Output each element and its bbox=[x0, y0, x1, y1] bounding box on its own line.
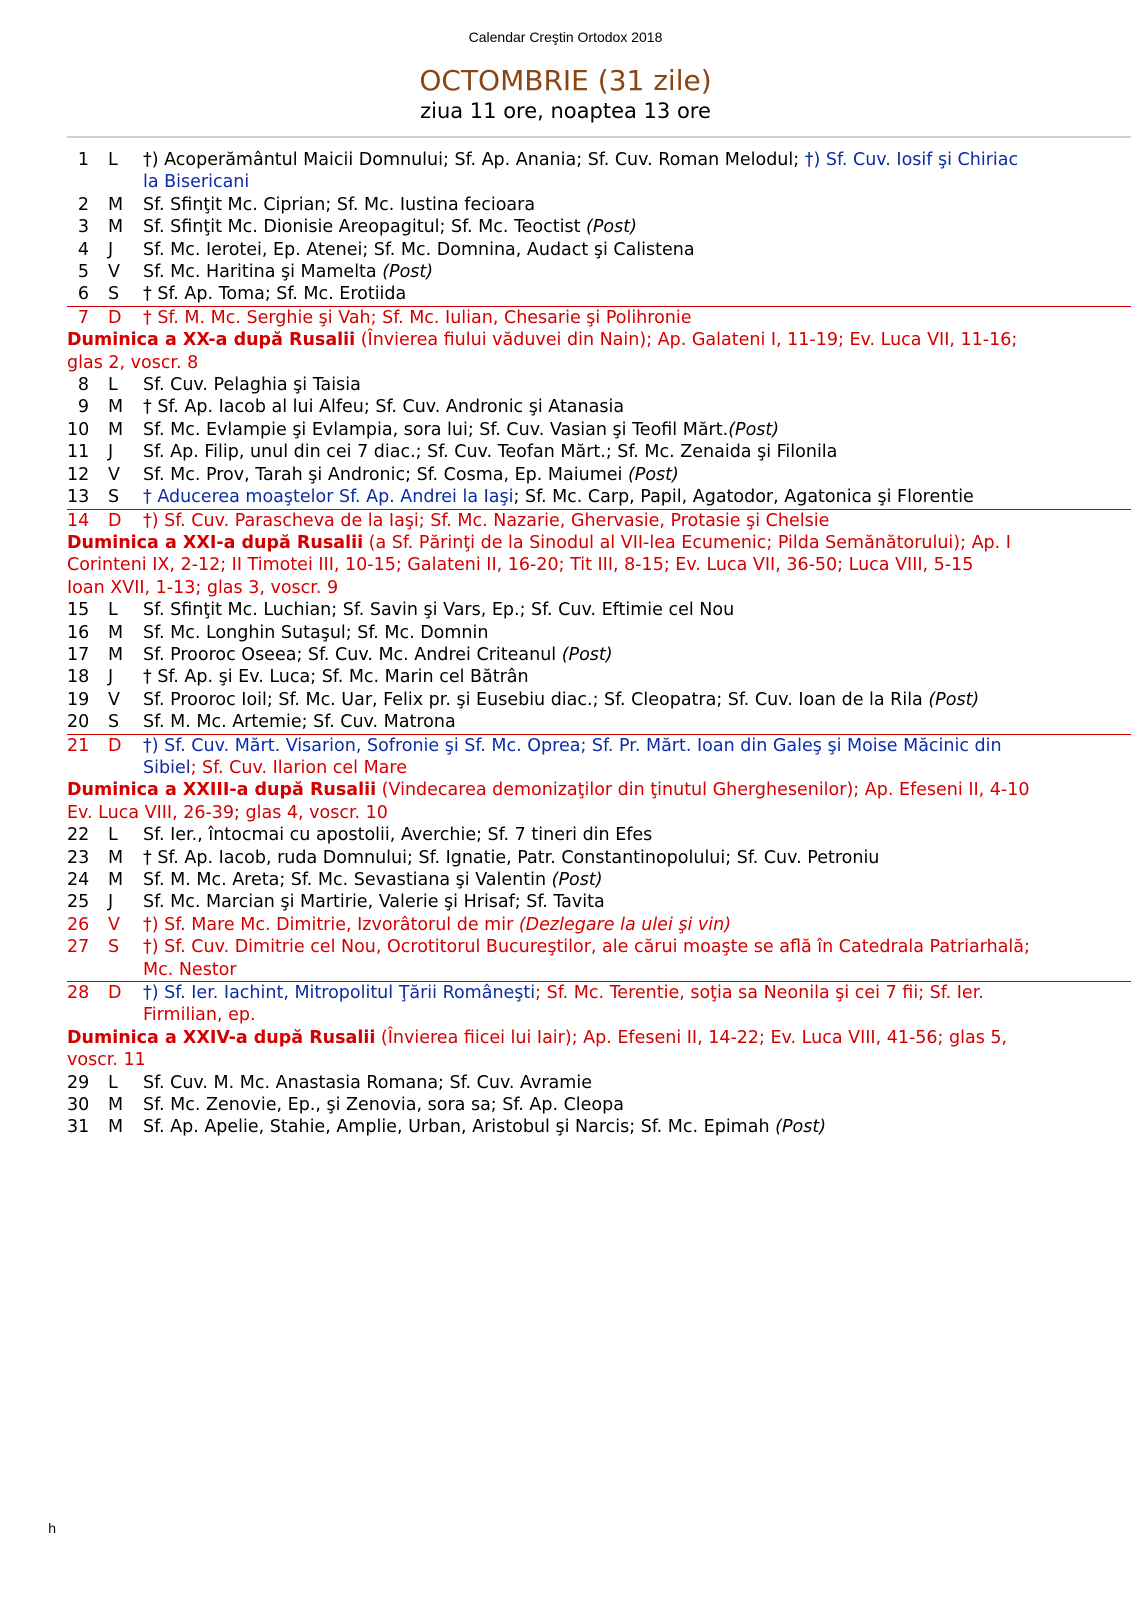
day-number: 31 bbox=[67, 1117, 90, 1138]
weekday: V bbox=[108, 914, 120, 935]
day-number: 7 bbox=[77, 307, 89, 328]
weekday: M bbox=[108, 419, 124, 440]
weekday: D bbox=[108, 735, 122, 756]
weekday: J bbox=[108, 667, 114, 688]
day-saints: Sf. Mc. Haritina şi Mamelta (Post) bbox=[143, 262, 434, 283]
day-row-10 bbox=[67, 419, 1131, 441]
day-row-17 bbox=[67, 644, 1131, 666]
day-saints-cont: la Bisericani bbox=[143, 172, 250, 193]
day-saints: Sf. Mc. Marcian şi Martirie, Valerie şi Hrisaf; Sf. Tavita bbox=[143, 892, 605, 913]
day-number: 22 bbox=[67, 825, 90, 846]
weekday: M bbox=[108, 1117, 124, 1138]
weekday: L bbox=[108, 150, 118, 170]
weekday: M bbox=[108, 847, 124, 868]
day-saints: † Sf. Ap. Toma; Sf. Mc. Erotiida bbox=[143, 284, 407, 305]
sunday-title: Duminica a XX-a după Rusalii bbox=[67, 330, 356, 351]
day-row-22 bbox=[67, 824, 1131, 846]
day-number: 23 bbox=[67, 847, 90, 868]
weekday: L bbox=[108, 600, 118, 621]
day-saints: †) Sf. Cuv. Parascheva de la Iaşi; Sf. Mc. Nazarie, Ghervasie, Protasie şi Chelsie bbox=[143, 510, 830, 531]
day-number: 14 bbox=[67, 510, 90, 531]
day-row-1 bbox=[67, 149, 1131, 194]
sunday-title: Duminica a XXIII-a după Rusalii bbox=[67, 780, 377, 801]
day-row-30 bbox=[67, 1094, 1131, 1116]
weekday: S bbox=[108, 487, 120, 508]
sunday-readings-21: Duminica a XXIII-a după Rusalii (Vindecarea demonizaţilor din ţinutul Gherghesenilor); Ap. Efeseni II, 4-10 Ev. Luca VIII, 26-39; glas 4, voscr. 10 bbox=[67, 780, 1030, 823]
day-saints: † Aducerea moaştelor Sf. Ap. Andrei la Iaşi; Sf. Mc. Carp, Papil, Agatodor, Agatonica şi Florentie bbox=[143, 487, 974, 508]
month-title: OCTOMBRIE (31 zile) bbox=[419, 64, 712, 97]
day-number: 16 bbox=[67, 622, 90, 643]
day-row-21 bbox=[67, 735, 1131, 780]
day-saints: †) Acoperământul Maicii Domnului; Sf. Ap. Anania; Sf. Cuv. Roman Melodul; †) Sf. Cuv. Iosif şi Chiriac bbox=[143, 150, 1019, 170]
header-divider bbox=[67, 136, 1131, 138]
day-row-5 bbox=[67, 261, 1131, 283]
day-row-25 bbox=[67, 891, 1131, 913]
day-number: 18 bbox=[67, 667, 90, 688]
day-row-15 bbox=[67, 599, 1131, 621]
day-saints: Sf. Mc. Prov, Tarah şi Andronic; Sf. Cosma, Ep. Maiumei (Post) bbox=[143, 464, 679, 485]
weekday: M bbox=[108, 194, 124, 215]
day-row-7 bbox=[67, 307, 1131, 329]
day-number: 2 bbox=[77, 194, 89, 215]
day-saints: Sf. Mc. Ierotei, Ep. Atenei; Sf. Mc. Domnina, Audact şi Calistena bbox=[143, 239, 695, 260]
day-number: 27 bbox=[67, 937, 90, 958]
fast-note: (Post) bbox=[627, 464, 679, 485]
fast-note: (Post) bbox=[928, 689, 980, 710]
day-saints: Sf. Mc. Zenovie, Ep., şi Zenovia, sora sa; Sf. Ap. Cleopa bbox=[143, 1095, 624, 1116]
day-saints: † Sf. M. Mc. Serghie şi Vah; Sf. Mc. Iulian, Chesarie şi Polihronie bbox=[143, 307, 692, 328]
weekday: V bbox=[108, 464, 120, 485]
weekday: L bbox=[108, 825, 118, 846]
weekday: M bbox=[108, 644, 124, 665]
sunday-title: Duminica a XXI-a după Rusalii bbox=[67, 532, 364, 553]
day-row-12 bbox=[67, 464, 1131, 486]
day-saints: † Sf. Ap. Iacob, ruda Domnului; Sf. Ignatie, Patr. Constantinopolului; Sf. Cuv. Petroniu bbox=[143, 847, 880, 868]
day-number: 15 bbox=[67, 600, 90, 621]
weekday: D bbox=[108, 983, 122, 1004]
day-number: 28 bbox=[67, 983, 90, 1004]
day-saints: †) Sf. Cuv. Dimitrie cel Nou, Ocrotitorul Bucureştilor, ale cărui moaşte se află în Catedrala Patriarhală; bbox=[143, 937, 1030, 958]
weekday: M bbox=[108, 870, 124, 890]
day-number: 30 bbox=[67, 1095, 90, 1116]
local-saint: †) Sf. Cuv. Iosif şi Chiriac bbox=[804, 150, 1019, 170]
day-saints: Sf. Sfinţit Mc. Dionisie Areopagitul; Sf. Mc. Teoctist (Post) bbox=[143, 217, 637, 238]
day-row-16 bbox=[67, 622, 1131, 644]
day-saints: † Sf. Ap. Iacob al lui Alfeu; Sf. Cuv. Andronic şi Atanasia bbox=[143, 397, 625, 418]
fast-note: (Post) bbox=[586, 217, 637, 238]
day-number: 6 bbox=[77, 284, 89, 305]
day-saints: Sf. Mc. Longhin Sutaşul; Sf. Mc. Domnin bbox=[143, 622, 489, 643]
day-number: 19 bbox=[67, 689, 90, 710]
day-row-14 bbox=[67, 510, 1131, 532]
day-saints: Sf. Prooroc Ioil; Sf. Mc. Uar, Felix pr. şi Eusebiu diac.; Sf. Cleopatra; Sf. Cuv. Ioan de la Rila (Post) bbox=[143, 689, 980, 710]
day-row-4 bbox=[67, 239, 1131, 261]
sunday-title: Duminica a XXIV-a după Rusalii bbox=[67, 1027, 376, 1048]
sunday-readings-14: Duminica a XXI-a după Rusalii (a Sf. Părinţi de la Sinodul al VII-lea Ecumenic; Pilda Semănătorului); Ap. I Corinteni IX, 2-12; II Timotei III, 10-15; Galateni II, 16-20; Tit III, 8-15; Ev. Luca VII, 36-50; Luca VIII, 5-15 Ioan XVII, 1-13; glas 3, voscr. 9 bbox=[67, 532, 1011, 598]
day-saints: Sf. Mc. Evlampie şi Evlampia, sora lui; Sf. Cuv. Vasian şi Teofil Mărt.(Post) bbox=[143, 419, 780, 440]
weekday: L bbox=[108, 375, 118, 396]
day-number: 26 bbox=[67, 914, 90, 935]
day-saints: Sf. Ap. Apelie, Stahie, Amplie, Urban, Aristobul şi Narcis; Sf. Mc. Epimah (Post) bbox=[143, 1117, 827, 1138]
footer-mark: h bbox=[48, 1522, 57, 1537]
day-saints: Sf. Sfinţit Mc. Ciprian; Sf. Mc. Iustina fecioara bbox=[143, 194, 536, 215]
day-row-29 bbox=[67, 1072, 1131, 1094]
local-saint: Sibiel bbox=[143, 757, 191, 778]
day-saints: †) Sf. Ier. Iachint, Mitropolitul Ţării Româneşti; Sf. Mc. Terentie, soţia sa Neonila şi cei 7 fii; Sf. Ier. bbox=[143, 983, 984, 1004]
day-row-26 bbox=[67, 914, 1131, 936]
weekday: J bbox=[108, 239, 114, 260]
day-number: 5 bbox=[77, 262, 89, 283]
calendar-list bbox=[67, 149, 1131, 1139]
day-number: 12 bbox=[67, 464, 90, 485]
weekday: M bbox=[108, 1095, 124, 1116]
weekday: S bbox=[108, 937, 120, 958]
day-length-subtitle: ziua 11 ore, noaptea 13 ore bbox=[420, 99, 711, 123]
day-saints: Sf. Prooroc Oseea; Sf. Cuv. Mc. Andrei Criteanul (Post) bbox=[143, 644, 613, 665]
fast-note: (Post) bbox=[561, 644, 613, 665]
day-number: 21 bbox=[67, 735, 90, 756]
day-saints-cont: Sibiel; Sf. Cuv. Ilarion cel Mare bbox=[143, 757, 407, 778]
day-number: 9 bbox=[77, 397, 89, 418]
weekday: J bbox=[108, 892, 114, 913]
day-number: 13 bbox=[67, 487, 90, 508]
day-saints-cont: Firmilian, ep. bbox=[143, 1005, 256, 1026]
day-saints: Sf. M. Mc. Artemie; Sf. Cuv. Matrona bbox=[143, 712, 456, 733]
local-saint: † Aducerea moaştelor Sf. Ap. Andrei la Iaşi bbox=[143, 487, 514, 508]
day-number: 29 bbox=[67, 1072, 90, 1093]
day-saints: †) Sf. Mare Mc. Dimitrie, Izvorâtorul de mir (Dezlegare la ulei şi vin) bbox=[143, 914, 732, 935]
day-row-18 bbox=[67, 666, 1131, 688]
day-saints: Sf. Cuv. Pelaghia şi Taisia bbox=[143, 375, 361, 396]
day-number: 20 bbox=[67, 712, 90, 733]
day-number: 11 bbox=[67, 442, 90, 463]
day-number: 4 bbox=[77, 239, 89, 260]
document-header: Calendar Creştin Ortodox 2018 bbox=[468, 29, 663, 45]
day-number: 17 bbox=[67, 644, 90, 665]
weekday: S bbox=[108, 712, 120, 733]
day-row-3 bbox=[67, 216, 1131, 238]
sunday-readings-7: Duminica a XX-a după Rusalii (Învierea fiului văduvei din Nain); Ap. Galateni I, 11-19; Ev. Luca VII, 11-16; glas 2, voscr. 8 bbox=[67, 330, 1018, 373]
day-saints-cont: Mc. Nestor bbox=[143, 959, 237, 980]
day-number: 10 bbox=[67, 419, 90, 440]
day-row-6 bbox=[67, 283, 1131, 306]
day-number: 3 bbox=[77, 217, 89, 238]
day-saints: Sf. Cuv. M. Mc. Anastasia Romana; Sf. Cuv. Avramie bbox=[143, 1072, 592, 1093]
weekday: J bbox=[108, 442, 114, 463]
day-saints: † Sf. Ap. şi Ev. Luca; Sf. Mc. Marin cel Bătrân bbox=[143, 667, 529, 688]
weekday: D bbox=[108, 510, 122, 531]
day-saints: Sf. Ap. Filip, unul din cei 7 diac.; Sf. Cuv. Teofan Mărt.; Sf. Mc. Zenaida şi Filonila bbox=[143, 442, 838, 463]
weekday: M bbox=[108, 397, 124, 418]
fast-note: (Post) bbox=[728, 419, 780, 440]
day-row-8 bbox=[67, 374, 1131, 396]
weekday: M bbox=[108, 622, 124, 643]
day-saints: Sf. Ier., întocmai cu apostolii, Averchie; Sf. 7 tineri din Efes bbox=[143, 825, 653, 846]
day-number: 25 bbox=[67, 892, 90, 913]
day-number: 8 bbox=[77, 375, 89, 396]
fast-note: (Dezlegare la ulei şi vin) bbox=[518, 914, 732, 935]
day-row-27 bbox=[67, 936, 1131, 982]
fast-note: (Post) bbox=[775, 1117, 827, 1138]
weekday: L bbox=[108, 1072, 118, 1093]
weekday: V bbox=[108, 262, 120, 283]
day-saints: Sf. Sfinţit Mc. Luchian; Sf. Savin şi Vars, Ep.; Sf. Cuv. Eftimie cel Nou bbox=[143, 600, 735, 621]
weekday: S bbox=[108, 284, 120, 305]
day-row-2 bbox=[67, 194, 1131, 216]
weekday: D bbox=[108, 307, 122, 328]
fast-note: (Post) bbox=[551, 870, 603, 890]
fast-note: (Post) bbox=[382, 262, 434, 283]
day-row-13 bbox=[67, 486, 1131, 509]
weekday: V bbox=[108, 689, 120, 710]
sunday-readings-28: Duminica a XXIV-a după Rusalii (Învierea fiicei lui Iair); Ap. Efeseni II, 14-22; Ev. Luca VIII, 41-56; glas 5, voscr. 11 bbox=[67, 1027, 1008, 1071]
day-row-11 bbox=[67, 441, 1131, 463]
day-saints: Sf. M. Mc. Areta; Sf. Mc. Sevastiana şi Valentin (Post) bbox=[143, 870, 603, 890]
day-row-19 bbox=[67, 689, 1131, 711]
day-row-28 bbox=[67, 982, 1131, 1027]
day-row-23 bbox=[67, 847, 1131, 869]
day-number: 1 bbox=[77, 150, 89, 170]
day-row-9 bbox=[67, 396, 1131, 418]
local-saint: †) Sf. Cuv. Mărt. Visarion, Sofronie şi Sf. Mc. Oprea; Sf. Pr. Mărt. Ioan din Galeş şi Moise Măcinic din bbox=[143, 735, 1002, 756]
weekday: M bbox=[108, 217, 124, 238]
day-row-31 bbox=[67, 1116, 1131, 1138]
day-row-24 bbox=[67, 869, 1131, 891]
day-row-20 bbox=[67, 711, 1131, 734]
local-saint: †) Sf. Ier. Iachint, Mitropolitul Ţării Româneşti bbox=[143, 983, 536, 1004]
day-number: 24 bbox=[67, 870, 90, 890]
